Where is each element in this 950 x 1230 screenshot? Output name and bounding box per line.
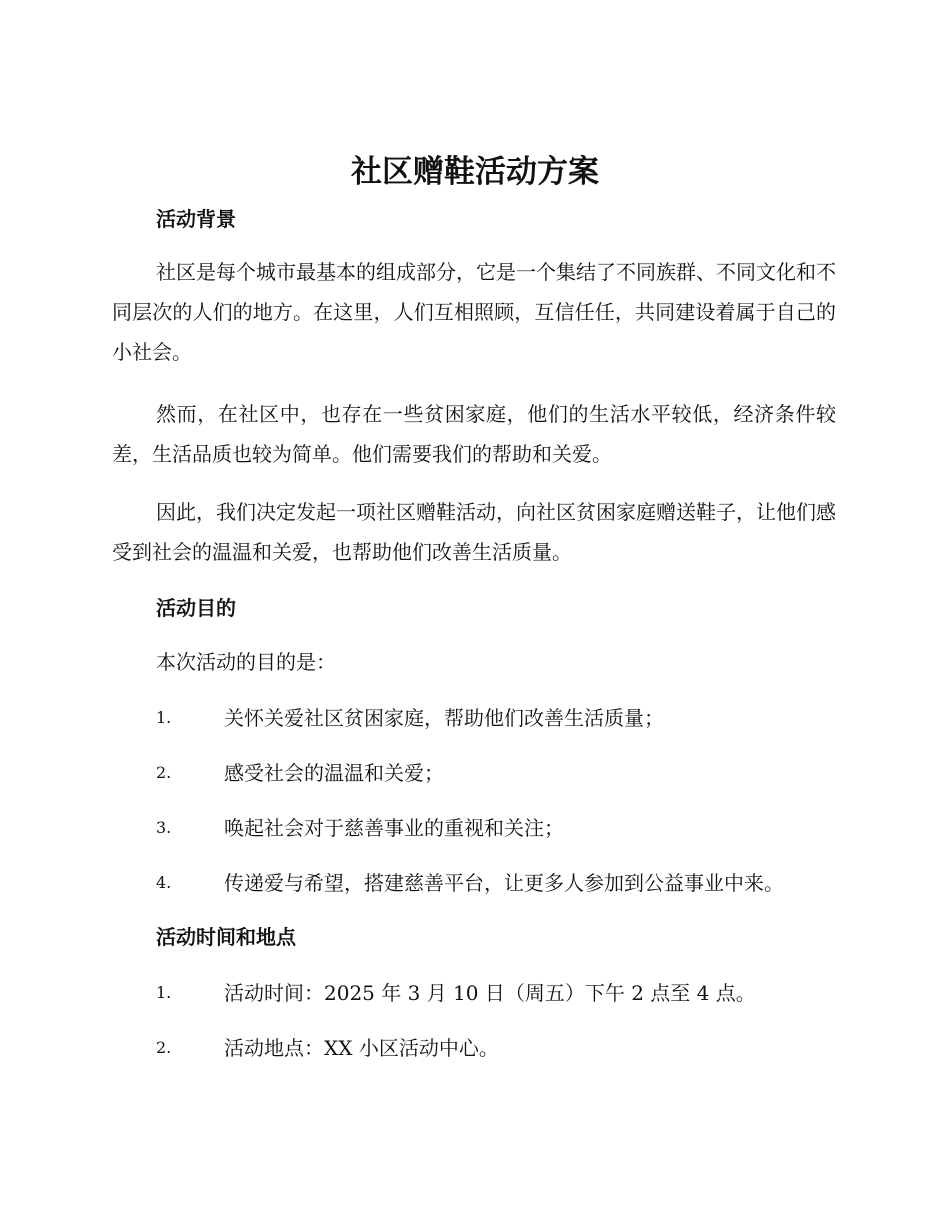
background-paragraph-1: 社区是每个城市最基本的组成部分，它是一个集结了不同族群、不同文化和不同层次的人们的地方。在这里，人们互相照顾，互信任任，共同建设着属于自己的小社会。 — [112, 260, 836, 364]
background-paragraph-2: 然而，在社区中，也存在一些贫困家庭，他们的生活水平较低，经济条件较差，生活品质也较为简单。他们需要我们的帮助和关爱。 — [112, 402, 836, 466]
list-number: 2. — [156, 1038, 172, 1057]
list-number: 1. — [156, 708, 172, 727]
background-paragraph-3: 因此，我们决定发起一项社区赠鞋活动，向社区贫困家庭赠送鞋子，让他们感受到社会的温温和关爱，也帮助他们改善生活质量。 — [112, 500, 836, 564]
document-title: 社区赠鞋活动方案 — [351, 154, 599, 190]
purpose-list-item — [156, 868, 856, 898]
list-text: 活动时间：2025 年 3 月 10 日（周五）下午 2 点至 4 点。 — [224, 981, 756, 1005]
list-text: 活动地点：XX 小区活动中心。 — [224, 1036, 499, 1060]
time-place-list-item — [156, 978, 856, 1008]
purpose-intro: 本次活动的目的是： — [156, 650, 336, 674]
purpose-list-item — [156, 703, 856, 733]
section-heading-time-place: 活动时间和地点 — [156, 925, 296, 949]
list-text: 关怀关爱社区贫困家庭，帮助他们改善生活质量； — [224, 706, 664, 730]
list-number: 2. — [156, 763, 172, 782]
section-heading-background: 活动背景 — [156, 207, 236, 231]
list-text: 感受社会的温温和关爱； — [224, 761, 444, 785]
purpose-list-item — [156, 758, 856, 788]
time-place-list-item — [156, 1033, 856, 1063]
list-text: 唤起社会对于慈善事业的重视和关注； — [224, 816, 564, 840]
section-heading-purpose: 活动目的 — [156, 596, 236, 620]
list-number: 3. — [156, 818, 172, 837]
list-number: 1. — [156, 983, 172, 1002]
purpose-list-item — [156, 813, 856, 843]
list-text: 传递爱与希望，搭建慈善平台，让更多人参加到公益事业中来。 — [224, 871, 784, 895]
list-number: 4. — [156, 873, 172, 892]
